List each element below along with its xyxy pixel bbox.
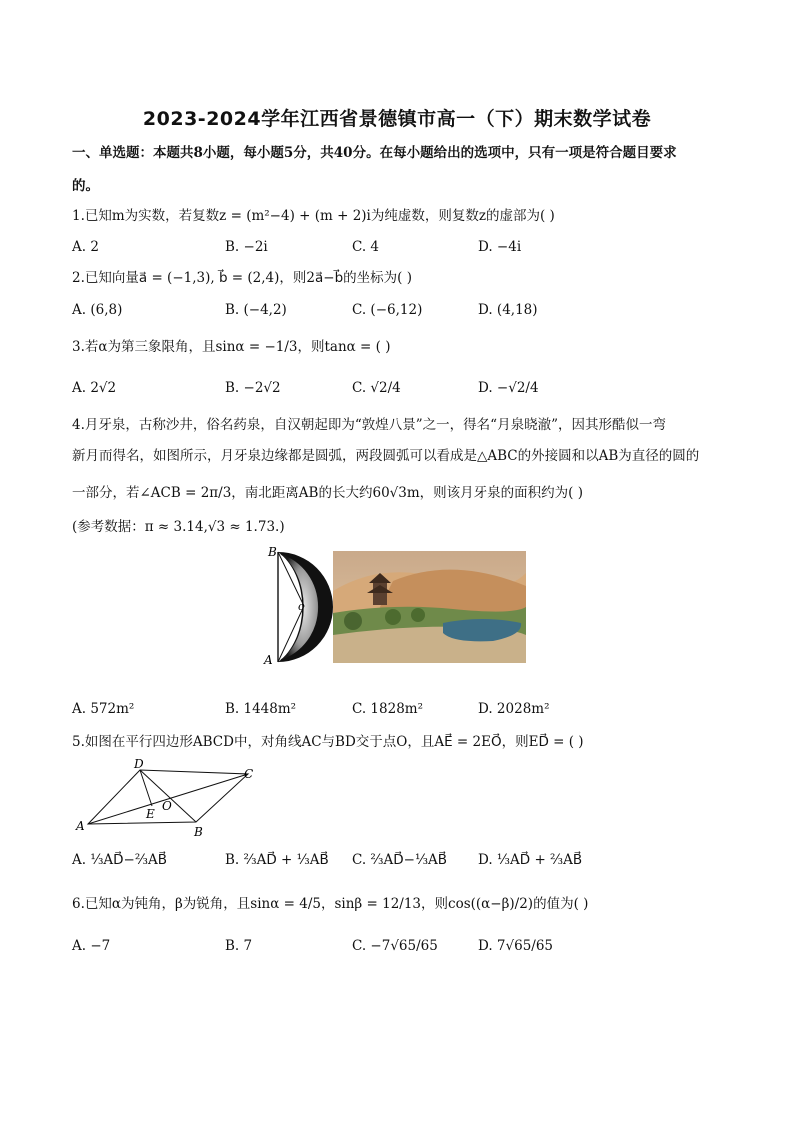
q5-option-d[interactable]: D. ⅓AD⃗ + ⅔AB⃗ [478,852,583,868]
q5-option-a[interactable]: A. ⅓AD⃗−⅔AB⃗ [72,852,167,868]
label-b5: B [194,825,203,839]
q3-option-c[interactable]: C. √2/4 [352,380,401,396]
crescent-lake-photo [333,551,526,663]
q4-option-b[interactable]: B. 1448m² [225,701,297,717]
question-4-stem-line1: 4.月牙泉，古称沙井，俗名药泉，自汉朝起即为“敦煌八景”之一，得名“月泉晓澈”，因其形酷似一弯 [72,417,666,433]
q1-option-b[interactable]: B. −2i [225,239,268,255]
q2-option-a[interactable]: A. (6,8) [72,302,123,318]
q4-option-a[interactable]: A. 572m² [72,701,135,717]
question-1-stem: 1.已知m为实数，若复数z = (m²−4) + (m + 2)i为纯虚数，则复数z的虚部为( ) [72,208,555,224]
label-e: E [146,807,155,821]
label-d: D [134,757,144,771]
question-2-stem: 2.已知向量a⃗ = (−1,3), b⃗ = (2,4)，则2a⃗−b⃗的坐标为( ) [72,270,412,286]
label-b: B [268,545,277,559]
question-4-stem-line3: 一部分，若∠ACB = 2π/3，南北距离AB的长大约60√3m，则该月牙泉的面积约为( ) [72,485,583,501]
section-heading: 一、单选题：本题共8小题，每小题5分，共40分。在每小题给出的选项中，只有一项是符合题目要求 [72,145,677,161]
q1-option-c[interactable]: C. 4 [352,239,380,255]
q6-option-c[interactable]: C. −7√65/65 [352,938,438,954]
q2-option-b[interactable]: B. (−4,2) [225,302,287,318]
question-3-stem: 3.若α为第三象限角，且sinα = −1/3，则tanα = ( ) [72,339,391,355]
q5-option-c[interactable]: C. ⅔AD⃗−⅓AB⃗ [352,852,448,868]
q4-option-d[interactable]: D. 2028m² [478,701,550,717]
label-c5: C [244,767,254,781]
q6-option-a[interactable]: A. −7 [72,938,111,954]
crescent-moon-figure [258,544,334,668]
q2-option-d[interactable]: D. (4,18) [478,302,538,318]
question-6-stem: 6.已知α为钝角，β为锐角，且sinα = 4/5，sinβ = 12/13，则cos((α−β)/2)的值为( ) [72,896,589,912]
q6-option-b[interactable]: B. 7 [225,938,253,954]
q1-option-a[interactable]: A. 2 [72,239,99,255]
label-c: c [298,600,305,613]
question-5-stem: 5.如图在平行四边形ABCD中，对角线AC与BD交于点O，且AE⃗ = 2EO⃗，则ED⃗ = ( ) [72,734,584,750]
q3-option-d[interactable]: D. −√2/4 [478,380,539,396]
q3-option-b[interactable]: B. −2√2 [225,380,281,396]
q4-option-c[interactable]: C. 1828m² [352,701,424,717]
label-a5: A [76,819,85,833]
q5-option-b[interactable]: B. ⅔AD⃗ + ⅓AB⃗ [225,852,329,868]
q6-option-d[interactable]: D. 7√65/65 [478,938,554,954]
label-a: A [264,653,273,667]
parallelogram-figure [70,756,270,840]
section-heading-cont: 的。 [72,178,99,194]
question-4-stem-line2: 新月而得名，如图所示，月牙泉边缘都是圆弧，两段圆弧可以看成是△ABC的外接圆和以AB为直径的圆的 [72,448,700,464]
q1-option-d[interactable]: D. −4i [478,239,522,255]
question-4-reference: (参考数据：π ≈ 3.14,√3 ≈ 1.73.) [72,519,285,535]
q2-option-c[interactable]: C. (−6,12) [352,302,423,318]
q3-option-a[interactable]: A. 2√2 [72,380,117,396]
label-o: O [162,799,172,813]
exam-title: 2023-2024学年江西省景德镇市高一（下）期末数学试卷 [142,108,652,130]
